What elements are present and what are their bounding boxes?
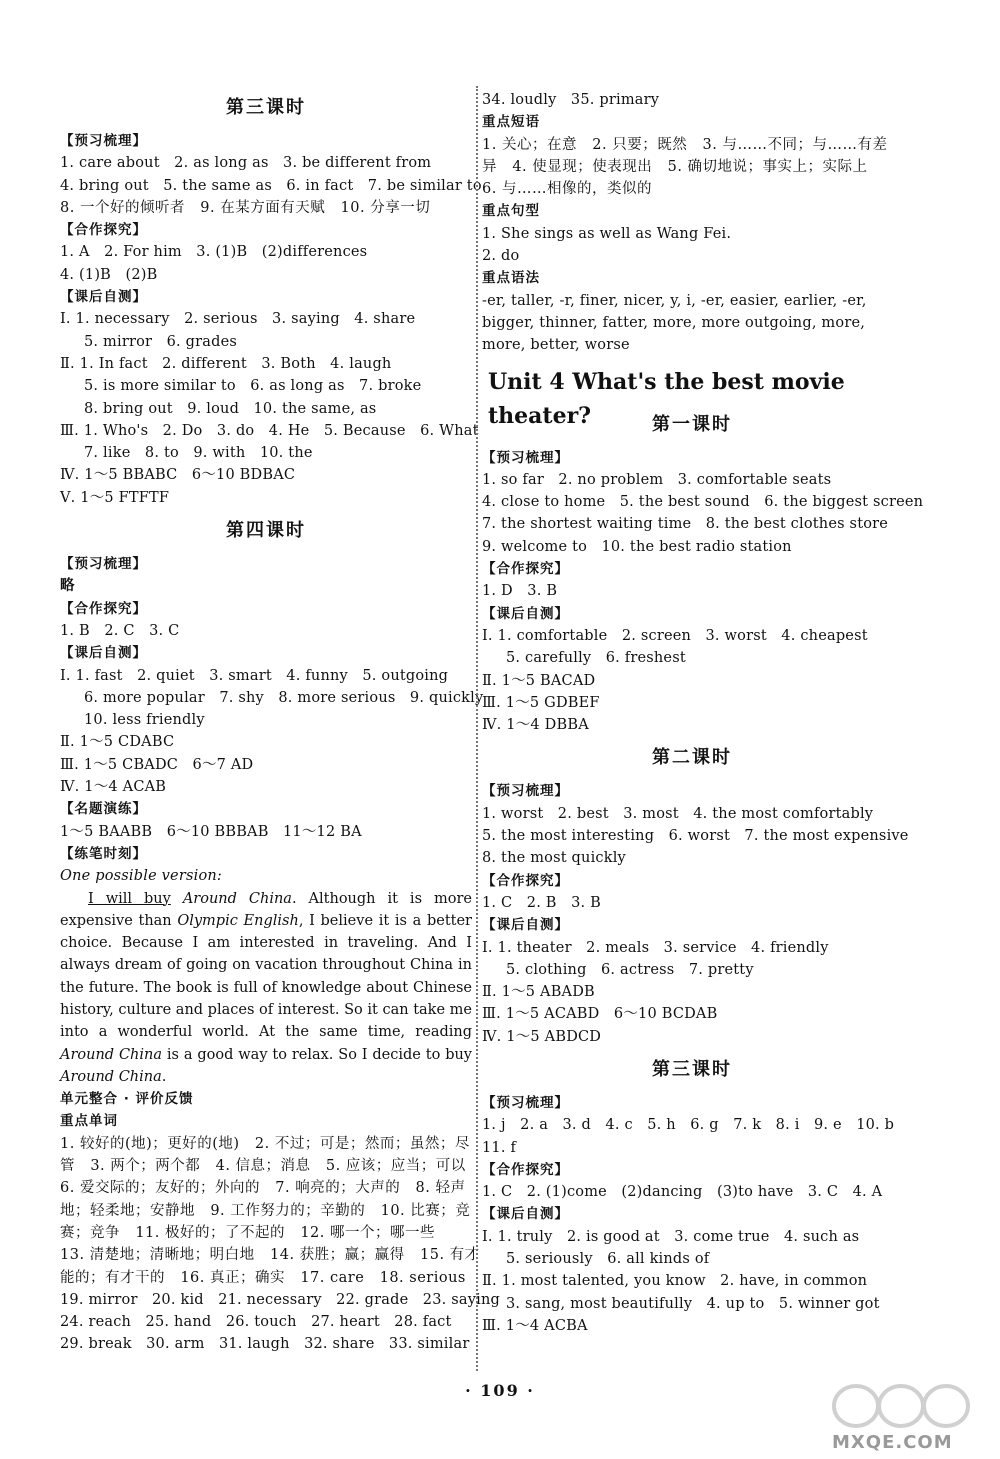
section-label: 【合作探究】 (482, 872, 569, 889)
lesson-title: 第三课时 (652, 1058, 732, 1080)
answer-line: 7. the shortest waiting time 8. the best clothes store (482, 516, 889, 533)
section-label: 【课后自测】 (482, 605, 569, 622)
answer-line: 5. the most interesting 6. worst 7. the most expensive (482, 828, 909, 845)
section-label: 【课后自测】 (60, 645, 147, 662)
answer-line: 赛；竞争 11. 极好的；了不起的 12. 哪一个；哪一些 (60, 1224, 435, 1241)
section-label: 【合作探究】 (60, 222, 147, 239)
answer-line: 1. 关心；在意 2. 只要；既然 3. 与……不同；与……有差 (482, 136, 888, 153)
answer-line: Ⅰ. 1. theater 2. meals 3. service 4. friendly (482, 939, 829, 956)
unit-review-title: 单元整合 · 评价反馈 (60, 1091, 194, 1108)
section-label: 【名题演练】 (60, 801, 147, 818)
section-label: 【课后自测】 (60, 289, 147, 306)
section-label: 【合作探究】 (482, 1161, 569, 1178)
lesson-title: 第四课时 (226, 520, 306, 542)
section-label: 重点句型 (482, 203, 540, 220)
answer-line: 5. mirror 6. grades (84, 333, 237, 350)
answer-line: 5. is more similar to 6. as long as 7. broke (84, 378, 422, 395)
answer-line: Ⅱ. 1. most talented, you know 2. have, in common (482, 1273, 868, 1290)
answer-line: 9. welcome to 10. the best radio station (482, 538, 792, 555)
section-label: 重点单词 (60, 1113, 118, 1130)
section-label: 【合作探究】 (482, 561, 569, 578)
answer-line: 6. more popular 7. shy 8. more serious 9. quickly (84, 689, 484, 706)
answer-line: Ⅲ. 1～5 CBADC 6～7 AD (60, 756, 254, 773)
page-number: · 109 · (465, 1381, 535, 1400)
sample-essay: I will buy Around China. Although it is more expensive than Olympic English, I believe it is a better choice. Because I am interested in traveling. And I always dream of going on vacation throughout China in the future. The book is full of knowledge about Chinese history, culture and places of interest. So it can take me into a wonderful world. At the same time, reading Around China is a good way to relax. So I decide to buy Around China. (60, 890, 473, 1085)
answer-line: 8. the most quickly (482, 850, 626, 867)
section-label: 【课后自测】 (482, 1206, 569, 1223)
answer-line: Ⅲ. 1～4 ACBA (482, 1317, 588, 1334)
essay-intro: One possible version: (60, 868, 222, 885)
answer-line: 管 3. 两个；两个都 4. 信息；消息 5. 应该；应当；可以 (60, 1158, 466, 1175)
answer-line: 1. B 2. C 3. C (60, 622, 180, 639)
answer-line: 1. worst 2. best 3. most 4. the most comfortably (482, 805, 874, 822)
answer-line: Ⅴ. 1～5 FTFTF (60, 489, 170, 506)
answer-line: Ⅳ. 1～5 ABDCD (482, 1028, 602, 1045)
answer-line: -er, taller, -r, finer, nicer, y, i, -er, easier, earlier, -er, (482, 292, 867, 309)
answer-line: 3. sang, most beautifully 4. up to 5. winner got (506, 1295, 880, 1312)
section-label: 【合作探究】 (60, 600, 147, 617)
answer-line: 6. 爱交际的；友好的；外向的 7. 响亮的；大声的 8. 轻声 (60, 1180, 466, 1197)
answer-line: 7. like 8. to 9. with 10. the (84, 445, 313, 462)
answer-line: Ⅰ. 1. fast 2. quiet 3. smart 4. funny 5. outgoing (60, 667, 449, 684)
section-label: 【预习梳理】 (482, 783, 569, 800)
section-label: 【预习梳理】 (482, 1094, 569, 1111)
answer-line: 34. loudly 35. primary (482, 92, 660, 108)
answer-line: Ⅳ. 1～5 BBABC 6～10 BDBAC (60, 467, 296, 484)
answer-line: 24. reach 25. hand 26. touch 27. heart 28. fact (60, 1314, 452, 1331)
answer-line: 1～5 BAABB 6～10 BBBAB 11～12 BA (60, 823, 362, 840)
answer-line: Ⅰ. 1. comfortable 2. screen 3. worst 4. cheapest (482, 627, 868, 644)
answer-line: more, better, worse (482, 337, 630, 354)
lesson-title: 第一课时 (652, 413, 732, 435)
answer-line: 6. 与……相像的，类似的 (482, 181, 652, 198)
right-column (482, 89, 924, 1337)
answer-line: 19. mirror 20. kid 21. necessary 22. grade 23. saying (60, 1291, 500, 1308)
answer-line: 5. carefully 6. freshest (506, 650, 686, 667)
answer-line: 1. She sings as well as Wang Fei. (482, 225, 732, 242)
answer-line: 10. less friendly (84, 712, 205, 729)
answer-line: Ⅳ. 1～4 DBBA (482, 717, 589, 734)
answer-line: 1. A 2. For him 3. (1)B (2)differences (60, 244, 368, 261)
answer-line: Ⅲ. 1～5 ACABD 6～10 BCDAB (482, 1006, 718, 1023)
answer-line: bigger, thinner, fatter, more, more outgoing, more, (482, 314, 866, 331)
answer-line: Ⅱ. 1. In fact 2. different 3. Both 4. laugh (60, 355, 392, 372)
section-label: 【预习梳理】 (60, 556, 147, 573)
answer-line: Ⅰ. 1. truly 2. is good at 3. come true 4. such as (482, 1228, 860, 1245)
section-label: 【练笔时刻】 (60, 845, 147, 862)
column-divider (476, 86, 479, 1371)
answer-line: Ⅱ. 1～5 CDABC (60, 734, 175, 751)
answer-line: 4. bring out 5. the same as 6. in fact 7. be similar to (60, 177, 482, 194)
answer-line: 5. seriously 6. all kinds of (506, 1251, 710, 1268)
unit-title: Unit 4 What's the best movie theater? (488, 368, 845, 429)
answer-line: 地；轻柔地；安静地 9. 工作努力的；辛勤的 10. 比赛；竞 (60, 1202, 471, 1219)
section-label: 重点语法 (482, 270, 540, 287)
answer-line: 1. so far 2. no problem 3. comfortable seats (482, 471, 832, 488)
section-label: 【课后自测】 (482, 917, 569, 934)
answer-line: 5. clothing 6. actress 7. pretty (506, 961, 754, 978)
answer-line: 8. 一个好的倾听者 9. 在某方面有天赋 10. 分享一切 (60, 199, 431, 216)
answer-line: 29. break 30. arm 31. laugh 32. share 33. similar (60, 1336, 470, 1353)
answer-line: 1. care about 2. as long as 3. be different from (60, 155, 432, 172)
answer-line: 1. C 2. (1)come (2)dancing (3)to have 3. C 4. A (482, 1184, 883, 1201)
answer-line: Ⅳ. 1～4 ACAB (60, 779, 167, 796)
section-label: 【预习梳理】 (60, 133, 147, 149)
answer-line: Ⅲ. 1. Who's 2. Do 3. do 4. He 5. Because 6. What (60, 422, 479, 439)
lesson-title: 第二课时 (652, 747, 732, 769)
answer-line: 能的；有才干的 16. 真正；确实 17. care 18. serious (60, 1269, 466, 1286)
watermark-text: MXQE.COM (832, 1432, 953, 1453)
answer-line: 异 4. 使显现；使表现出 5. 确切地说；事实上；实际上 (482, 158, 868, 175)
answer-line: 1. C 2. B 3. B (482, 894, 601, 911)
answer-line: 13. 清楚地；清晰地；明白地 14. 获胜；赢；赢得 15. 有才 (60, 1247, 480, 1264)
answer-line: 4. close to home 5. the best sound 6. the biggest screen (482, 494, 924, 511)
answer-line: 2. do (482, 248, 520, 265)
answer-line: 4. (1)B (2)B (60, 266, 158, 283)
answer-line: 1. j 2. a 3. d 4. c 5. h 6. g 7. k 8. i 9. e 10. b (482, 1117, 895, 1134)
answer-line: Ⅰ. 1. necessary 2. serious 3. saying 4. share (60, 311, 416, 328)
answer-line: Ⅱ. 1～5 BACAD (482, 672, 596, 689)
answer-line: Ⅲ. 1～5 GDBEF (482, 694, 600, 711)
answer-line: Ⅱ. 1～5 ABADB (482, 984, 595, 1001)
section-label: 【预习梳理】 (482, 449, 569, 466)
answer-line: 11. f (482, 1139, 517, 1156)
answer-line: 8. bring out 9. loud 10. the same, as (84, 400, 377, 417)
answer-line: 略 (60, 577, 75, 595)
section-label: 重点短语 (482, 114, 540, 131)
answer-line: 1. 较好的(地)；更好的(地) 2. 不过；可是；然而；虽然；尽 (60, 1135, 470, 1152)
lesson-title: 第三课时 (226, 97, 306, 118)
answer-line: 1. D 3. B (482, 583, 558, 600)
